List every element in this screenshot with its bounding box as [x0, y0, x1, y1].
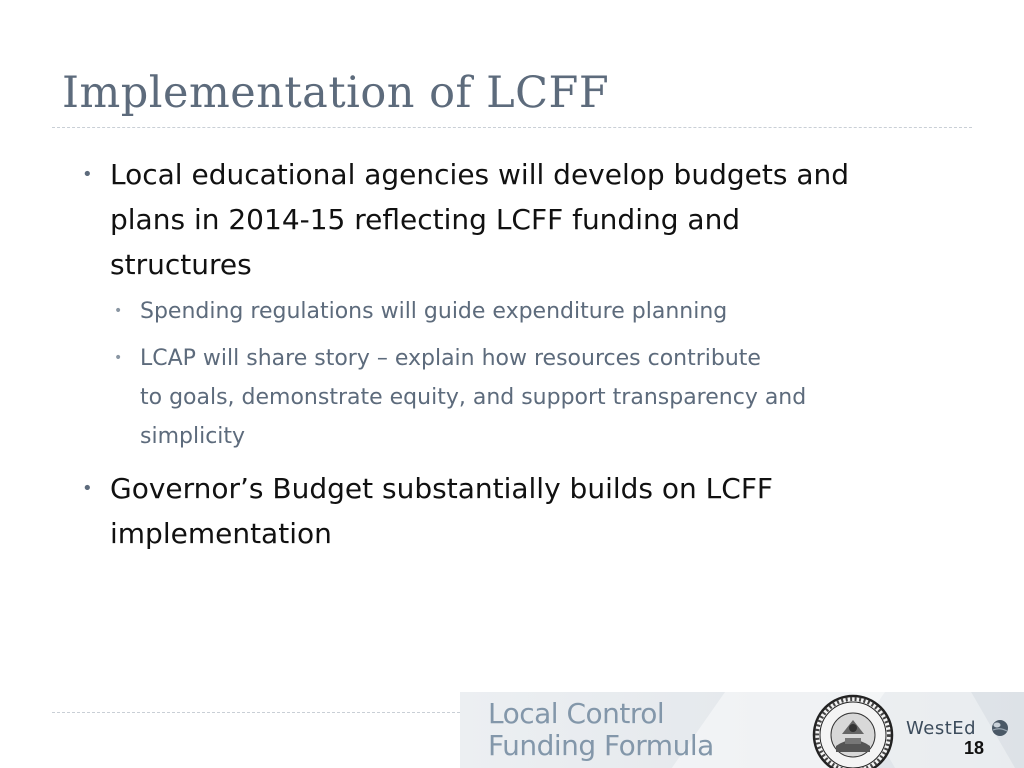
bullet-item-2 [82, 466, 910, 556]
lcff-logo [488, 698, 714, 762]
title-divider [52, 127, 972, 128]
bullet-line: implementation [110, 517, 332, 550]
footer-band [460, 692, 1024, 768]
bullet-dot-icon: • [82, 164, 93, 185]
wested-logo: WestEd [906, 718, 977, 739]
bullet-line: Governor’s Budget substantially builds on LCFF [110, 472, 774, 505]
sub-bullet-line: simplicity [140, 424, 246, 449]
page-number: 18 [964, 738, 985, 758]
bullet-line: structures [110, 248, 252, 281]
sub-bullet-line: to goals, demonstrate equity, and support transparency and [140, 385, 807, 410]
state-board-seal-icon [812, 694, 894, 768]
sub-bullet-line: Spending regulations will guide expenditure planning [140, 299, 728, 324]
sub-bullet-dot-icon: • [114, 303, 123, 319]
footer-divider [52, 712, 460, 713]
sub-bullet-line: LCAP will share story – explain how resources contribute [140, 346, 761, 371]
bullet-line: Local educational agencies will develop budgets and [110, 158, 849, 191]
bullet-dot-icon: • [82, 478, 93, 499]
bullet-line: plans in 2014-15 reflecting LCFF funding and [110, 203, 741, 236]
sub-bullet-dot-icon: • [114, 350, 123, 366]
lcff-logo-line2: Funding Formula [488, 729, 714, 762]
sub-bullet-item-1 [114, 292, 930, 331]
sub-bullet-item-2 [114, 339, 930, 456]
slide-title: Implementation of LCFF [62, 68, 610, 118]
bullet-item-1 [82, 152, 910, 287]
wested-globe-icon [990, 718, 1010, 738]
lcff-logo-line1: Local Control [488, 697, 665, 730]
